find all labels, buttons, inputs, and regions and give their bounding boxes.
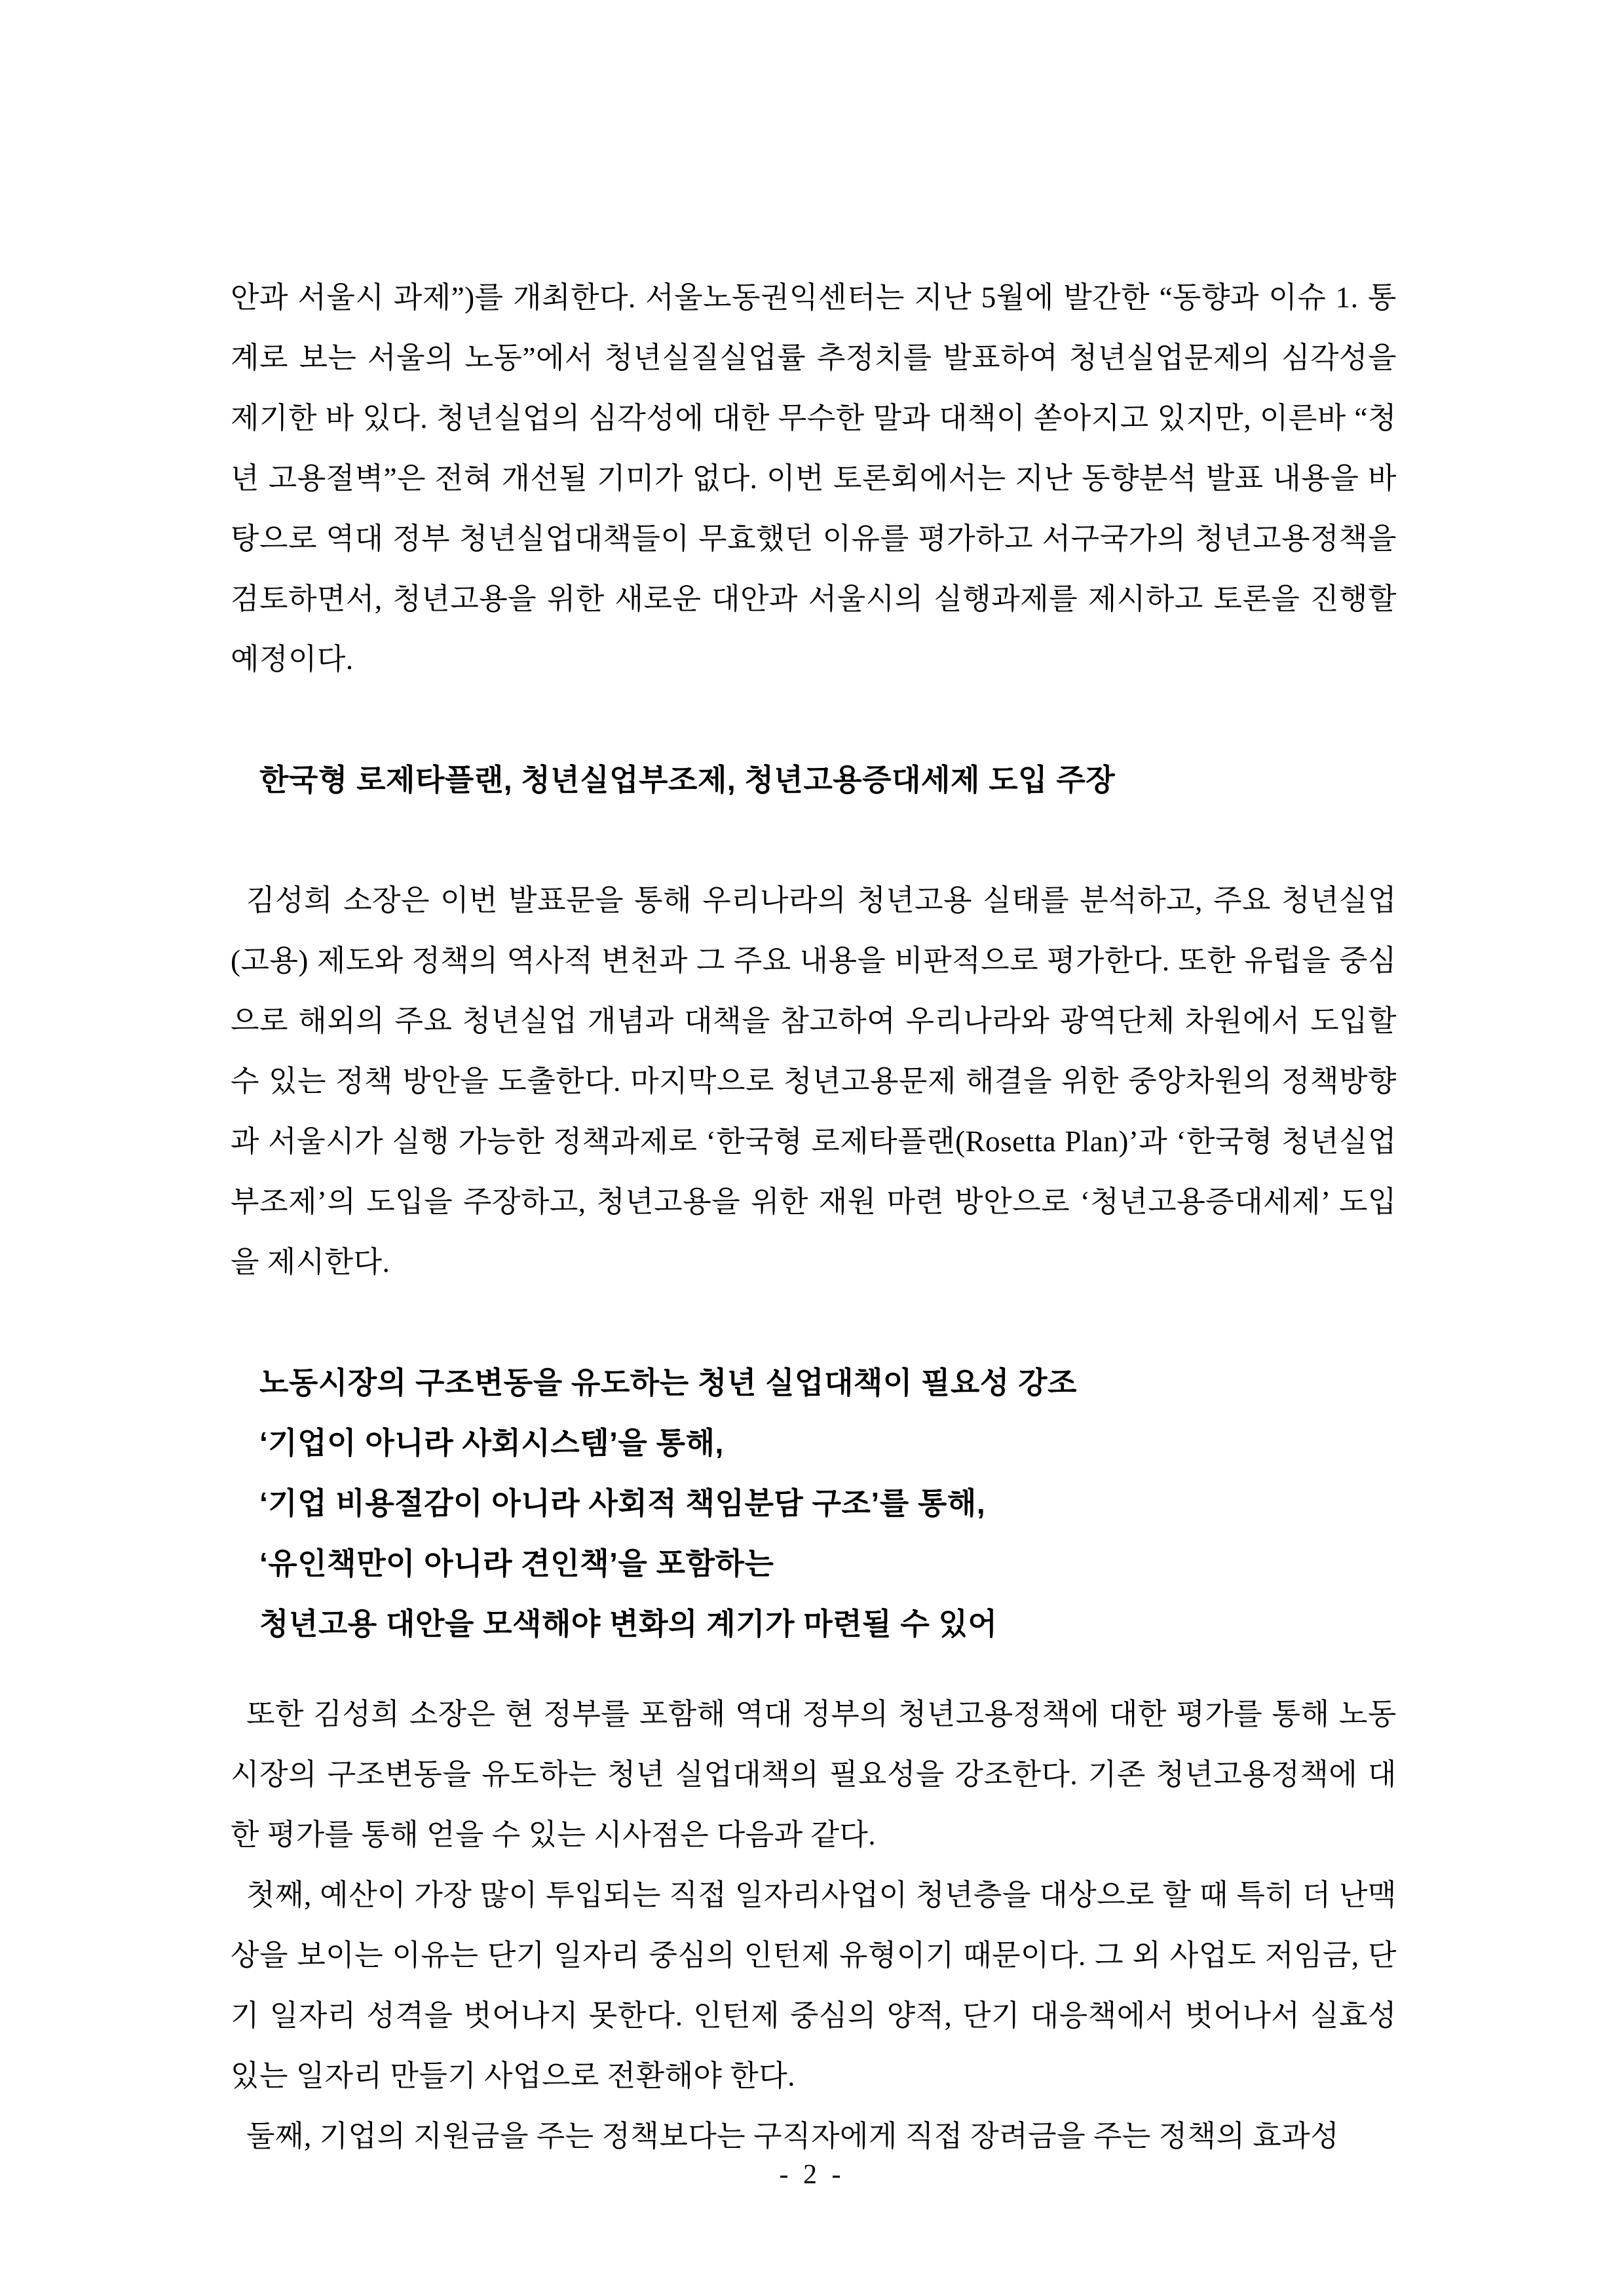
heading-block-line-2: ‘기업이 아니라 사회시스템’을 통해,: [259, 1426, 724, 1460]
heading-rosetta-plan: 한국형 로제타플랜, 청년실업부조제, 청년고용증대세제 도입 주장: [259, 763, 1116, 797]
first-point-paragraph: 첫째, 예산이 가장 많이 투입되는 직접 일자리사업이 청년층을 대상으로 할 때 특히 더 난맥상을 보이는 이유는 단기 일자리 중심의 인턴제 유형이기 때문이다. 그 외 사업도 저임금, 단기 일자리 성격을 벗어나지 못한다. 인턴제 중심의 양적, 단기 대응책에서 벗어나서 실효성 있는 일자리 만들기 사업으로 전환해야 한다.: [231, 1879, 1397, 2092]
second-point-paragraph: 둘째, 기업의 지원금을 주는 정책보다는 구직자에게 직접 장려금을 주는 정책의 효과성: [246, 2120, 1340, 2152]
page-number: - 2 -: [779, 2160, 845, 2190]
policy-evaluation-paragraph: 또한 김성희 소장은 현 정부를 포함해 역대 정부의 청년고용정책에 대한 평가를 통해 노동시장의 구조변동을 유도하는 청년 실업대책의 필요성을 강조한다. 기존 청년고용정책에 대한 평가를 통해 얻을 수 있는 시사점은 다음과 같다.: [231, 1698, 1397, 1851]
heading-block-line-5: 청년고용 대안을 모색해야 변화의 계기가 마련될 수 있어: [259, 1607, 998, 1641]
heading-block-line-3: ‘기업 비용절감이 아니라 사회적 책임분담 구조’를 통해,: [259, 1486, 986, 1520]
intro-paragraph: 안과 서울시 과제”)를 개최한다. 서울노동권익센터는 지난 5월에 발간한 “동향과 이슈 1. 통계로 보는 서울의 노동”에서 청년실질실업률 추정치를 발표하여 청년실업문제의 심각성을 제기한 바 있다. 청년실업의 심각성에 대한 무수한 말과 대책이 쏟아지고 있지만, 이른바 “청년 고용절벽”은 전혀 개선될 기미가 없다. 이번 토론회에서는 지난 동향분석 발표 내용을 바탕으로 역대 정부 청년실업대책들이 무효했던 이유를 평가하고 서구국가의 청년고용정책을 검토하면서, 청년고용을 위한 새로운 대안과 서울시의 실행과제를 제시하고 토론을 진행할 예정이다.: [231, 281, 1397, 676]
heading-labor-market-block: [259, 1352, 1397, 1654]
heading-block-line-4: ‘유인책만이 아니라 견인책’을 포함하는: [259, 1546, 774, 1580]
heading-block-line-1: 노동시장의 구조변동을 유도하는 청년 실업대책이 필요성 강조: [259, 1366, 1078, 1400]
document-body: [231, 267, 1397, 2166]
kim-analysis-paragraph: 김성희 소장은 이번 발표문을 통해 우리나라의 청년고용 실태를 분석하고, 주요 청년실업(고용) 제도와 정책의 역사적 변천과 그 주요 내용을 비판적으로 평가한다. 또한 유럽을 중심으로 해외의 주요 청년실업 개념과 대책을 참고하여 우리나라와 광역단체 차원에서 도입할 수 있는 정책 방안을 도출한다. 마지막으로 청년고용문제 해결을 위한 중앙차원의 정책방향과 서울시가 실행 가능한 정책과제로 ‘한국형 로제타플랜(Rosetta Plan)’과 ‘한국형 청년실업부조제’의 도입을 주장하고, 청년고용을 위한 재원 마련 방안으로 ‘청년고용증대세제’ 도입을 제시한다.: [231, 884, 1397, 1278]
